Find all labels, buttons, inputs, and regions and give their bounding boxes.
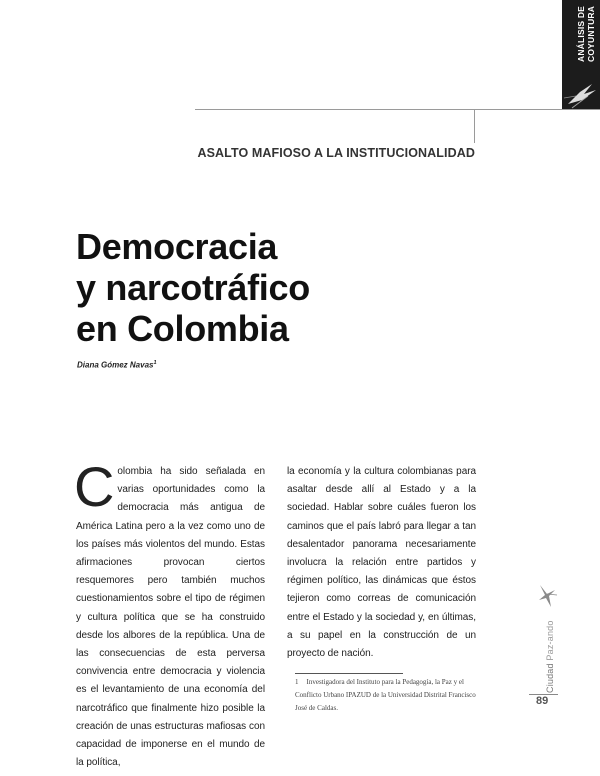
section-tab — [562, 0, 600, 110]
title-line-2: y narcotráfico — [76, 267, 310, 308]
footnote-text: Investigadora del Instituto para la Pedagogía, la Paz y el Conflicto Urbano IPAZUD de la Universidad Distrital Francisco José de Caldas. — [295, 678, 476, 712]
drop-cap: C — [74, 455, 115, 518]
body-column-right: la economía y la cultura colombianas para asaltar desde allí al Estado y a la sociedad. Hablar sobre cuáles fueron los caminos que el país labró para llegar a tan desalentador panorama necesariamente involucra la relación entre partidos y régimen político, las dinámicas que éstos tejieron como correas de comunicación entre el Estado y la sociedad y, en últimas, a su papel en la construcción de un proyecto de nación. — [287, 466, 476, 660]
body-text-left: olombia ha sido señalada en varias oportunidades como la democracia más antigua de América Latina pero a la vez como uno de los países más violentos del mundo. Estas afirmaciones provocan ciertos resquemores pero también muchos cuestionamientos sobre el tipo de régimen y cultura política que se ha construido desde los albores de la república. Una de las consecuencias de esta perversa convivencia entre democracia y violencia es el levantamiento de una economía del narcotráfico que finalmente hizo posible la creación de unas estructuras mafiosas con capacidad de imponerse en el mundo de la política, — [76, 466, 265, 769]
section-kicker: ASALTO MAFIOSO A LA INSTITUCIONALIDAD — [197, 146, 475, 160]
author-footnote-mark: 1 — [153, 360, 157, 366]
body-column-left — [74, 455, 265, 772]
section-tab-line2: COYUNTURA — [586, 5, 596, 62]
header-rule-right — [474, 109, 600, 110]
bird-in-flight-icon — [562, 70, 600, 110]
section-tab-line1: ANÁLISIS DE — [576, 5, 586, 62]
title-line-1: Democracia — [76, 226, 278, 267]
hummingbird-icon — [536, 583, 558, 609]
page-number: 89 — [536, 695, 549, 707]
title-line-3: en Colombia — [76, 308, 289, 349]
author-name: Diana Gómez Navas — [77, 360, 154, 370]
running-title-part1: Ciudad — [545, 663, 555, 693]
author-byline — [77, 360, 157, 370]
footnote-number: 1 — [295, 678, 299, 686]
footnote — [295, 676, 487, 715]
header-rule-corner — [474, 109, 475, 143]
article-title — [76, 226, 310, 349]
footnote-rule — [295, 673, 403, 674]
running-title — [545, 620, 555, 693]
running-title-part2: Paz-ando — [545, 620, 555, 664]
section-tab-label — [576, 6, 596, 62]
header-rule — [195, 109, 475, 110]
